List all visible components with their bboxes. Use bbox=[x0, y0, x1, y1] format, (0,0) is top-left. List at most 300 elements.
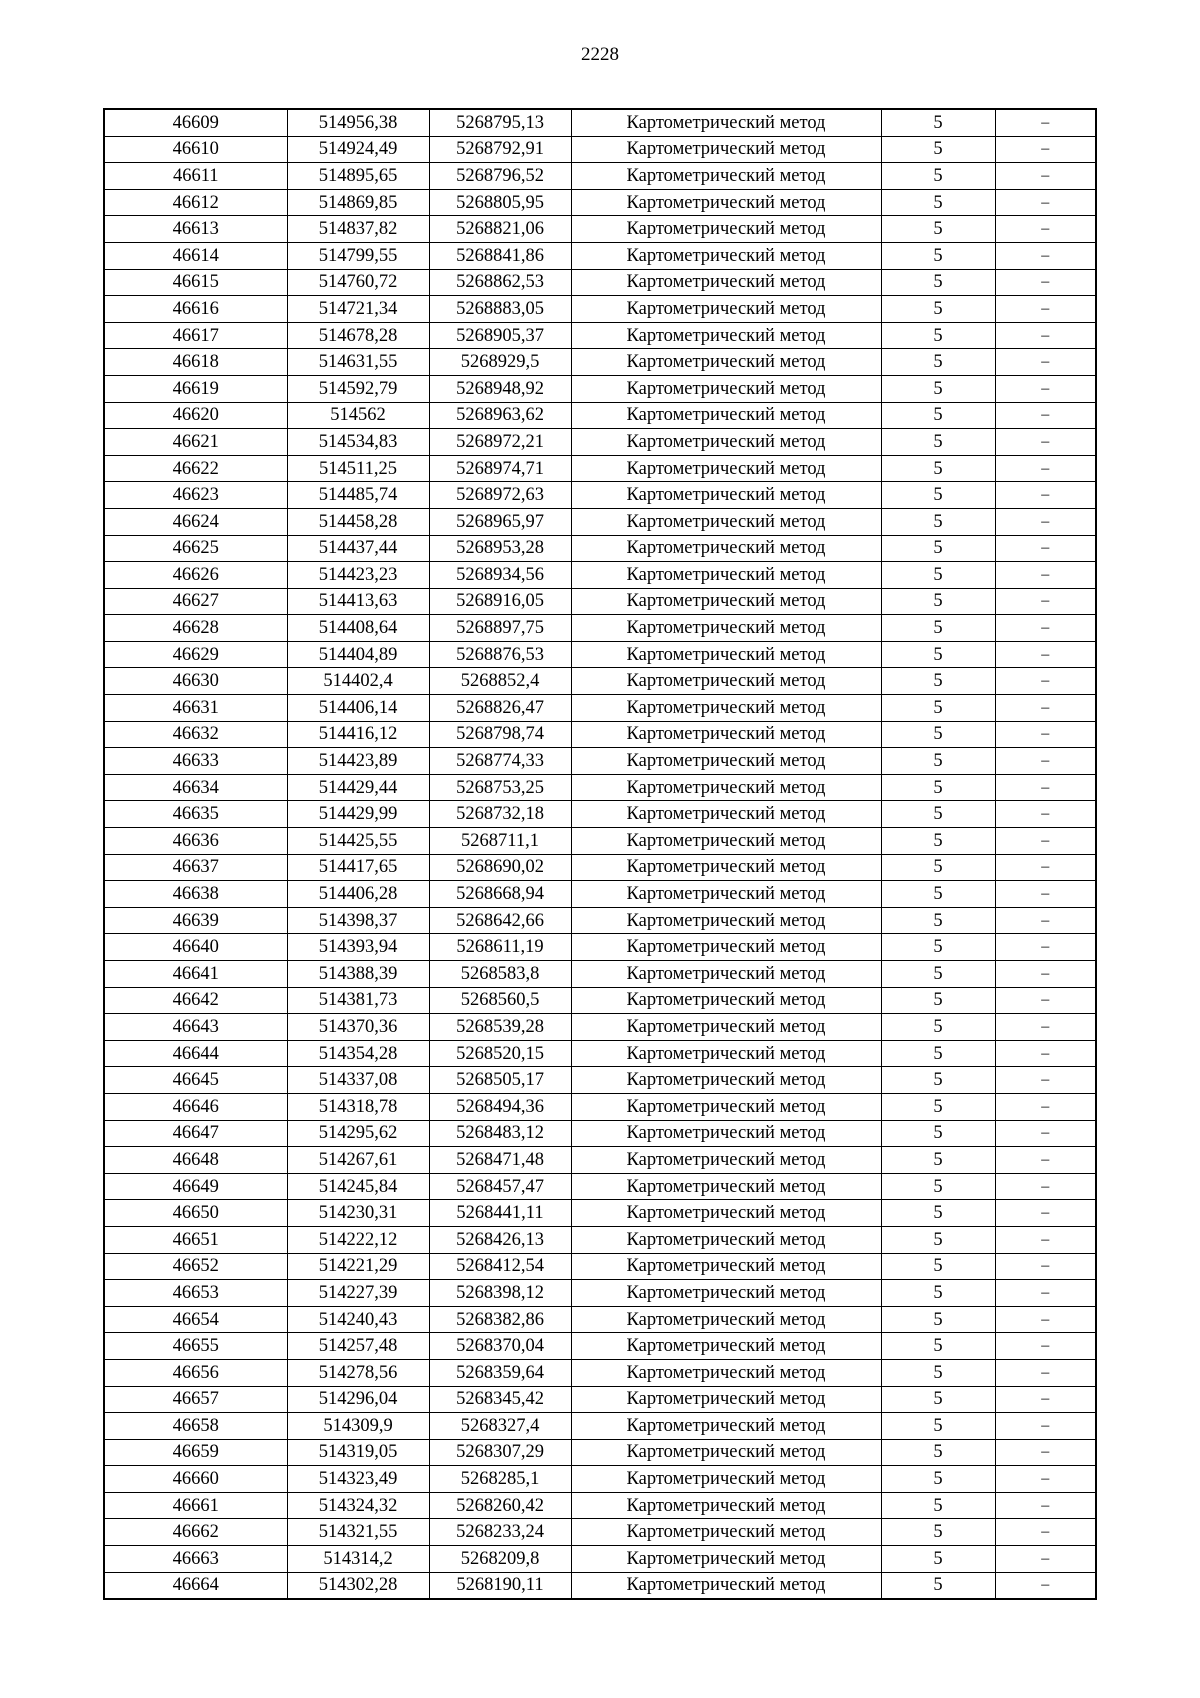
accuracy-cell: 5 bbox=[881, 109, 995, 136]
method-cell: Картометрический метод bbox=[571, 801, 881, 828]
dash-cell: – bbox=[995, 1120, 1096, 1147]
accuracy-cell: 5 bbox=[881, 961, 995, 988]
table-row bbox=[104, 1280, 1096, 1307]
point-number-cell: 46613 bbox=[104, 216, 287, 243]
y-coordinate-cell: 5268798,74 bbox=[429, 721, 571, 748]
table-row bbox=[104, 1067, 1096, 1094]
table-row bbox=[104, 828, 1096, 855]
table-row bbox=[104, 987, 1096, 1014]
accuracy-cell: 5 bbox=[881, 1439, 995, 1466]
y-coordinate-cell: 5268805,95 bbox=[429, 189, 571, 216]
dash-cell: – bbox=[995, 1572, 1096, 1599]
method-cell: Картометрический метод bbox=[571, 588, 881, 615]
x-coordinate-cell: 514458,28 bbox=[287, 508, 429, 535]
table-row bbox=[104, 774, 1096, 801]
y-coordinate-cell: 5268965,97 bbox=[429, 508, 571, 535]
table-row bbox=[104, 508, 1096, 535]
point-number-cell: 46654 bbox=[104, 1306, 287, 1333]
dash-cell: – bbox=[995, 854, 1096, 881]
y-coordinate-cell: 5268972,63 bbox=[429, 482, 571, 509]
x-coordinate-cell: 514534,83 bbox=[287, 429, 429, 456]
point-number-cell: 46647 bbox=[104, 1120, 287, 1147]
y-coordinate-cell: 5268732,18 bbox=[429, 801, 571, 828]
dash-cell: – bbox=[995, 641, 1096, 668]
dash-cell: – bbox=[995, 322, 1096, 349]
page-number: 2228 bbox=[581, 44, 619, 65]
accuracy-cell: 5 bbox=[881, 1386, 995, 1413]
x-coordinate-cell: 514721,34 bbox=[287, 296, 429, 323]
x-coordinate-cell: 514423,89 bbox=[287, 748, 429, 775]
dash-cell: – bbox=[995, 1173, 1096, 1200]
x-coordinate-cell: 514398,37 bbox=[287, 907, 429, 934]
y-coordinate-cell: 5268505,17 bbox=[429, 1067, 571, 1094]
point-number-cell: 46637 bbox=[104, 854, 287, 881]
method-cell: Картометрический метод bbox=[571, 641, 881, 668]
y-coordinate-cell: 5268398,12 bbox=[429, 1280, 571, 1307]
x-coordinate-cell: 514221,29 bbox=[287, 1253, 429, 1280]
method-cell: Картометрический метод bbox=[571, 1280, 881, 1307]
point-number-cell: 46622 bbox=[104, 455, 287, 482]
dash-cell: – bbox=[995, 934, 1096, 961]
y-coordinate-cell: 5268494,36 bbox=[429, 1093, 571, 1120]
method-cell: Картометрический метод bbox=[571, 349, 881, 376]
x-coordinate-cell: 514314,2 bbox=[287, 1546, 429, 1573]
y-coordinate-cell: 5268233,24 bbox=[429, 1519, 571, 1546]
dash-cell: – bbox=[995, 1280, 1096, 1307]
x-coordinate-cell: 514393,94 bbox=[287, 934, 429, 961]
table-row bbox=[104, 1226, 1096, 1253]
point-number-cell: 46636 bbox=[104, 828, 287, 855]
y-coordinate-cell: 5268412,54 bbox=[429, 1253, 571, 1280]
accuracy-cell: 5 bbox=[881, 1200, 995, 1227]
accuracy-cell: 5 bbox=[881, 1546, 995, 1573]
point-number-cell: 46642 bbox=[104, 987, 287, 1014]
method-cell: Картометрический метод bbox=[571, 881, 881, 908]
accuracy-cell: 5 bbox=[881, 1333, 995, 1360]
point-number-cell: 46634 bbox=[104, 774, 287, 801]
table-row bbox=[104, 296, 1096, 323]
x-coordinate-cell: 514417,65 bbox=[287, 854, 429, 881]
accuracy-cell: 5 bbox=[881, 668, 995, 695]
point-number-cell: 46651 bbox=[104, 1226, 287, 1253]
x-coordinate-cell: 514562 bbox=[287, 402, 429, 429]
accuracy-cell: 5 bbox=[881, 748, 995, 775]
accuracy-cell: 5 bbox=[881, 641, 995, 668]
method-cell: Картометрический метод bbox=[571, 562, 881, 589]
point-number-cell: 46640 bbox=[104, 934, 287, 961]
y-coordinate-cell: 5268972,21 bbox=[429, 429, 571, 456]
accuracy-cell: 5 bbox=[881, 508, 995, 535]
method-cell: Картометрический метод bbox=[571, 987, 881, 1014]
table-row bbox=[104, 801, 1096, 828]
y-coordinate-cell: 5268883,05 bbox=[429, 296, 571, 323]
point-number-cell: 46609 bbox=[104, 109, 287, 136]
x-coordinate-cell: 514381,73 bbox=[287, 987, 429, 1014]
method-cell: Картометрический метод bbox=[571, 1306, 881, 1333]
point-number-cell: 46650 bbox=[104, 1200, 287, 1227]
x-coordinate-cell: 514416,12 bbox=[287, 721, 429, 748]
point-number-cell: 46621 bbox=[104, 429, 287, 456]
x-coordinate-cell: 514267,61 bbox=[287, 1147, 429, 1174]
x-coordinate-cell: 514437,44 bbox=[287, 535, 429, 562]
x-coordinate-cell: 514511,25 bbox=[287, 455, 429, 482]
accuracy-cell: 5 bbox=[881, 349, 995, 376]
method-cell: Картометрический метод bbox=[571, 1546, 881, 1573]
point-number-cell: 46653 bbox=[104, 1280, 287, 1307]
dash-cell: – bbox=[995, 1040, 1096, 1067]
point-number-cell: 46611 bbox=[104, 163, 287, 190]
point-number-cell: 46616 bbox=[104, 296, 287, 323]
method-cell: Картометрический метод bbox=[571, 508, 881, 535]
point-number-cell: 46663 bbox=[104, 1546, 287, 1573]
x-coordinate-cell: 514323,49 bbox=[287, 1466, 429, 1493]
y-coordinate-cell: 5268560,5 bbox=[429, 987, 571, 1014]
table-row bbox=[104, 1546, 1096, 1573]
method-cell: Картометрический метод bbox=[571, 934, 881, 961]
method-cell: Картометрический метод bbox=[571, 429, 881, 456]
dash-cell: – bbox=[995, 1386, 1096, 1413]
dash-cell: – bbox=[995, 1306, 1096, 1333]
x-coordinate-cell: 514631,55 bbox=[287, 349, 429, 376]
y-coordinate-cell: 5268876,53 bbox=[429, 641, 571, 668]
accuracy-cell: 5 bbox=[881, 721, 995, 748]
y-coordinate-cell: 5268753,25 bbox=[429, 774, 571, 801]
x-coordinate-cell: 514319,05 bbox=[287, 1439, 429, 1466]
method-cell: Картометрический метод bbox=[571, 1093, 881, 1120]
method-cell: Картометрический метод bbox=[571, 1040, 881, 1067]
point-number-cell: 46659 bbox=[104, 1439, 287, 1466]
table-row bbox=[104, 402, 1096, 429]
accuracy-cell: 5 bbox=[881, 482, 995, 509]
method-cell: Картометрический метод bbox=[571, 402, 881, 429]
point-number-cell: 46626 bbox=[104, 562, 287, 589]
x-coordinate-cell: 514956,38 bbox=[287, 109, 429, 136]
method-cell: Картометрический метод bbox=[571, 1014, 881, 1041]
accuracy-cell: 5 bbox=[881, 322, 995, 349]
y-coordinate-cell: 5268841,86 bbox=[429, 242, 571, 269]
accuracy-cell: 5 bbox=[881, 801, 995, 828]
table-row bbox=[104, 562, 1096, 589]
y-coordinate-cell: 5268862,53 bbox=[429, 269, 571, 296]
y-coordinate-cell: 5268260,42 bbox=[429, 1492, 571, 1519]
x-coordinate-cell: 514799,55 bbox=[287, 242, 429, 269]
method-cell: Картометрический метод bbox=[571, 482, 881, 509]
accuracy-cell: 5 bbox=[881, 828, 995, 855]
table-row bbox=[104, 668, 1096, 695]
point-number-cell: 46614 bbox=[104, 242, 287, 269]
accuracy-cell: 5 bbox=[881, 429, 995, 456]
accuracy-cell: 5 bbox=[881, 455, 995, 482]
point-number-cell: 46624 bbox=[104, 508, 287, 535]
dash-cell: – bbox=[995, 375, 1096, 402]
x-coordinate-cell: 514592,79 bbox=[287, 375, 429, 402]
method-cell: Картометрический метод bbox=[571, 828, 881, 855]
x-coordinate-cell: 514429,99 bbox=[287, 801, 429, 828]
method-cell: Картометрический метод bbox=[571, 907, 881, 934]
x-coordinate-cell: 514227,39 bbox=[287, 1280, 429, 1307]
dash-cell: – bbox=[995, 136, 1096, 163]
point-number-cell: 46643 bbox=[104, 1014, 287, 1041]
table-row bbox=[104, 1466, 1096, 1493]
table-row bbox=[104, 1572, 1096, 1599]
accuracy-cell: 5 bbox=[881, 562, 995, 589]
point-number-cell: 46635 bbox=[104, 801, 287, 828]
dash-cell: – bbox=[995, 562, 1096, 589]
x-coordinate-cell: 514245,84 bbox=[287, 1173, 429, 1200]
dash-cell: – bbox=[995, 163, 1096, 190]
dash-cell: – bbox=[995, 695, 1096, 722]
point-number-cell: 46612 bbox=[104, 189, 287, 216]
method-cell: Картометрический метод bbox=[571, 136, 881, 163]
y-coordinate-cell: 5268711,1 bbox=[429, 828, 571, 855]
dash-cell: – bbox=[995, 1333, 1096, 1360]
dash-cell: – bbox=[995, 1067, 1096, 1094]
dash-cell: – bbox=[995, 429, 1096, 456]
y-coordinate-cell: 5268307,29 bbox=[429, 1439, 571, 1466]
x-coordinate-cell: 514321,55 bbox=[287, 1519, 429, 1546]
x-coordinate-cell: 514230,31 bbox=[287, 1200, 429, 1227]
point-number-cell: 46627 bbox=[104, 588, 287, 615]
accuracy-cell: 5 bbox=[881, 881, 995, 908]
method-cell: Картометрический метод bbox=[571, 216, 881, 243]
accuracy-cell: 5 bbox=[881, 375, 995, 402]
point-number-cell: 46664 bbox=[104, 1572, 287, 1599]
y-coordinate-cell: 5268929,5 bbox=[429, 349, 571, 376]
y-coordinate-cell: 5268382,86 bbox=[429, 1306, 571, 1333]
table-row bbox=[104, 1014, 1096, 1041]
point-number-cell: 46662 bbox=[104, 1519, 287, 1546]
dash-cell: – bbox=[995, 508, 1096, 535]
table-row bbox=[104, 1439, 1096, 1466]
table-row bbox=[104, 1040, 1096, 1067]
method-cell: Картометрический метод bbox=[571, 1466, 881, 1493]
y-coordinate-cell: 5268916,05 bbox=[429, 588, 571, 615]
table-row bbox=[104, 1253, 1096, 1280]
x-coordinate-cell: 514302,28 bbox=[287, 1572, 429, 1599]
dash-cell: – bbox=[995, 828, 1096, 855]
method-cell: Картометрический метод bbox=[571, 1120, 881, 1147]
y-coordinate-cell: 5268520,15 bbox=[429, 1040, 571, 1067]
point-number-cell: 46660 bbox=[104, 1466, 287, 1493]
method-cell: Картометрический метод bbox=[571, 1492, 881, 1519]
method-cell: Картометрический метод bbox=[571, 109, 881, 136]
y-coordinate-cell: 5268327,4 bbox=[429, 1413, 571, 1440]
point-number-cell: 46632 bbox=[104, 721, 287, 748]
point-number-cell: 46656 bbox=[104, 1359, 287, 1386]
dash-cell: – bbox=[995, 216, 1096, 243]
point-number-cell: 46638 bbox=[104, 881, 287, 908]
dash-cell: – bbox=[995, 189, 1096, 216]
point-number-cell: 46618 bbox=[104, 349, 287, 376]
table-row bbox=[104, 429, 1096, 456]
x-coordinate-cell: 514760,72 bbox=[287, 269, 429, 296]
accuracy-cell: 5 bbox=[881, 1306, 995, 1333]
accuracy-cell: 5 bbox=[881, 269, 995, 296]
point-number-cell: 46628 bbox=[104, 615, 287, 642]
dash-cell: – bbox=[995, 1359, 1096, 1386]
y-coordinate-cell: 5268345,42 bbox=[429, 1386, 571, 1413]
x-coordinate-cell: 514408,64 bbox=[287, 615, 429, 642]
table-row bbox=[104, 748, 1096, 775]
method-cell: Картометрический метод bbox=[571, 296, 881, 323]
accuracy-cell: 5 bbox=[881, 1519, 995, 1546]
accuracy-cell: 5 bbox=[881, 615, 995, 642]
dash-cell: – bbox=[995, 109, 1096, 136]
y-coordinate-cell: 5268792,91 bbox=[429, 136, 571, 163]
y-coordinate-cell: 5268897,75 bbox=[429, 615, 571, 642]
y-coordinate-cell: 5268441,11 bbox=[429, 1200, 571, 1227]
dash-cell: – bbox=[995, 482, 1096, 509]
dash-cell: – bbox=[995, 242, 1096, 269]
accuracy-cell: 5 bbox=[881, 1067, 995, 1094]
y-coordinate-cell: 5268668,94 bbox=[429, 881, 571, 908]
method-cell: Картометрический метод bbox=[571, 854, 881, 881]
y-coordinate-cell: 5268611,19 bbox=[429, 934, 571, 961]
y-coordinate-cell: 5268583,8 bbox=[429, 961, 571, 988]
method-cell: Картометрический метод bbox=[571, 1386, 881, 1413]
table-row bbox=[104, 1386, 1096, 1413]
table-row bbox=[104, 269, 1096, 296]
table-row bbox=[104, 1173, 1096, 1200]
dash-cell: – bbox=[995, 987, 1096, 1014]
point-number-cell: 46657 bbox=[104, 1386, 287, 1413]
accuracy-cell: 5 bbox=[881, 1359, 995, 1386]
table-row bbox=[104, 109, 1096, 136]
method-cell: Картометрический метод bbox=[571, 1359, 881, 1386]
point-number-cell: 46641 bbox=[104, 961, 287, 988]
dash-cell: – bbox=[995, 1200, 1096, 1227]
dash-cell: – bbox=[995, 961, 1096, 988]
x-coordinate-cell: 514278,56 bbox=[287, 1359, 429, 1386]
dash-cell: – bbox=[995, 907, 1096, 934]
dash-cell: – bbox=[995, 1492, 1096, 1519]
method-cell: Картометрический метод bbox=[571, 322, 881, 349]
method-cell: Картометрический метод bbox=[571, 1226, 881, 1253]
dash-cell: – bbox=[995, 774, 1096, 801]
table-row bbox=[104, 695, 1096, 722]
table-row bbox=[104, 615, 1096, 642]
dash-cell: – bbox=[995, 296, 1096, 323]
table-row bbox=[104, 1492, 1096, 1519]
x-coordinate-cell: 514678,28 bbox=[287, 322, 429, 349]
method-cell: Картометрический метод bbox=[571, 1147, 881, 1174]
point-number-cell: 46610 bbox=[104, 136, 287, 163]
accuracy-cell: 5 bbox=[881, 1280, 995, 1307]
table-row bbox=[104, 1359, 1096, 1386]
y-coordinate-cell: 5268471,48 bbox=[429, 1147, 571, 1174]
point-number-cell: 46631 bbox=[104, 695, 287, 722]
table-row bbox=[104, 322, 1096, 349]
table-row bbox=[104, 1200, 1096, 1227]
table-row bbox=[104, 1147, 1096, 1174]
table-row bbox=[104, 216, 1096, 243]
method-cell: Картометрический метод bbox=[571, 242, 881, 269]
y-coordinate-cell: 5268934,56 bbox=[429, 562, 571, 589]
y-coordinate-cell: 5268539,28 bbox=[429, 1014, 571, 1041]
dash-cell: – bbox=[995, 1466, 1096, 1493]
y-coordinate-cell: 5268795,13 bbox=[429, 109, 571, 136]
accuracy-cell: 5 bbox=[881, 242, 995, 269]
x-coordinate-cell: 514406,28 bbox=[287, 881, 429, 908]
point-number-cell: 46661 bbox=[104, 1492, 287, 1519]
accuracy-cell: 5 bbox=[881, 216, 995, 243]
y-coordinate-cell: 5268426,13 bbox=[429, 1226, 571, 1253]
x-coordinate-cell: 514257,48 bbox=[287, 1333, 429, 1360]
accuracy-cell: 5 bbox=[881, 136, 995, 163]
y-coordinate-cell: 5268209,8 bbox=[429, 1546, 571, 1573]
accuracy-cell: 5 bbox=[881, 1147, 995, 1174]
dash-cell: – bbox=[995, 1413, 1096, 1440]
dash-cell: – bbox=[995, 1253, 1096, 1280]
x-coordinate-cell: 514318,78 bbox=[287, 1093, 429, 1120]
accuracy-cell: 5 bbox=[881, 296, 995, 323]
dash-cell: – bbox=[995, 349, 1096, 376]
table-row bbox=[104, 1333, 1096, 1360]
y-coordinate-cell: 5268457,47 bbox=[429, 1173, 571, 1200]
x-coordinate-cell: 514388,39 bbox=[287, 961, 429, 988]
table-row bbox=[104, 641, 1096, 668]
point-number-cell: 46629 bbox=[104, 641, 287, 668]
x-coordinate-cell: 514222,12 bbox=[287, 1226, 429, 1253]
point-number-cell: 46633 bbox=[104, 748, 287, 775]
point-number-cell: 46630 bbox=[104, 668, 287, 695]
table-row bbox=[104, 375, 1096, 402]
table-row bbox=[104, 189, 1096, 216]
method-cell: Картометрический метод bbox=[571, 375, 881, 402]
table-row bbox=[104, 535, 1096, 562]
dash-cell: – bbox=[995, 1546, 1096, 1573]
x-coordinate-cell: 514413,63 bbox=[287, 588, 429, 615]
x-coordinate-cell: 514240,43 bbox=[287, 1306, 429, 1333]
y-coordinate-cell: 5268953,28 bbox=[429, 535, 571, 562]
dash-cell: – bbox=[995, 402, 1096, 429]
accuracy-cell: 5 bbox=[881, 695, 995, 722]
dash-cell: – bbox=[995, 588, 1096, 615]
dash-cell: – bbox=[995, 455, 1096, 482]
y-coordinate-cell: 5268948,92 bbox=[429, 375, 571, 402]
point-number-cell: 46658 bbox=[104, 1413, 287, 1440]
dash-cell: – bbox=[995, 1093, 1096, 1120]
table-body bbox=[104, 109, 1096, 1599]
x-coordinate-cell: 514337,08 bbox=[287, 1067, 429, 1094]
table-row bbox=[104, 163, 1096, 190]
dash-cell: – bbox=[995, 721, 1096, 748]
dash-cell: – bbox=[995, 269, 1096, 296]
method-cell: Картометрический метод bbox=[571, 774, 881, 801]
point-number-cell: 46652 bbox=[104, 1253, 287, 1280]
accuracy-cell: 5 bbox=[881, 1226, 995, 1253]
y-coordinate-cell: 5268774,33 bbox=[429, 748, 571, 775]
method-cell: Картометрический метод bbox=[571, 1067, 881, 1094]
y-coordinate-cell: 5268370,04 bbox=[429, 1333, 571, 1360]
table-row bbox=[104, 1120, 1096, 1147]
point-number-cell: 46617 bbox=[104, 322, 287, 349]
x-coordinate-cell: 514423,23 bbox=[287, 562, 429, 589]
table-row bbox=[104, 136, 1096, 163]
method-cell: Картометрический метод bbox=[571, 748, 881, 775]
coordinates-table bbox=[103, 108, 1097, 1600]
accuracy-cell: 5 bbox=[881, 1173, 995, 1200]
accuracy-cell: 5 bbox=[881, 1040, 995, 1067]
point-number-cell: 46619 bbox=[104, 375, 287, 402]
method-cell: Картометрический метод bbox=[571, 269, 881, 296]
accuracy-cell: 5 bbox=[881, 854, 995, 881]
table-row bbox=[104, 482, 1096, 509]
table-row bbox=[104, 242, 1096, 269]
point-number-cell: 46639 bbox=[104, 907, 287, 934]
table-row bbox=[104, 881, 1096, 908]
table-row bbox=[104, 907, 1096, 934]
